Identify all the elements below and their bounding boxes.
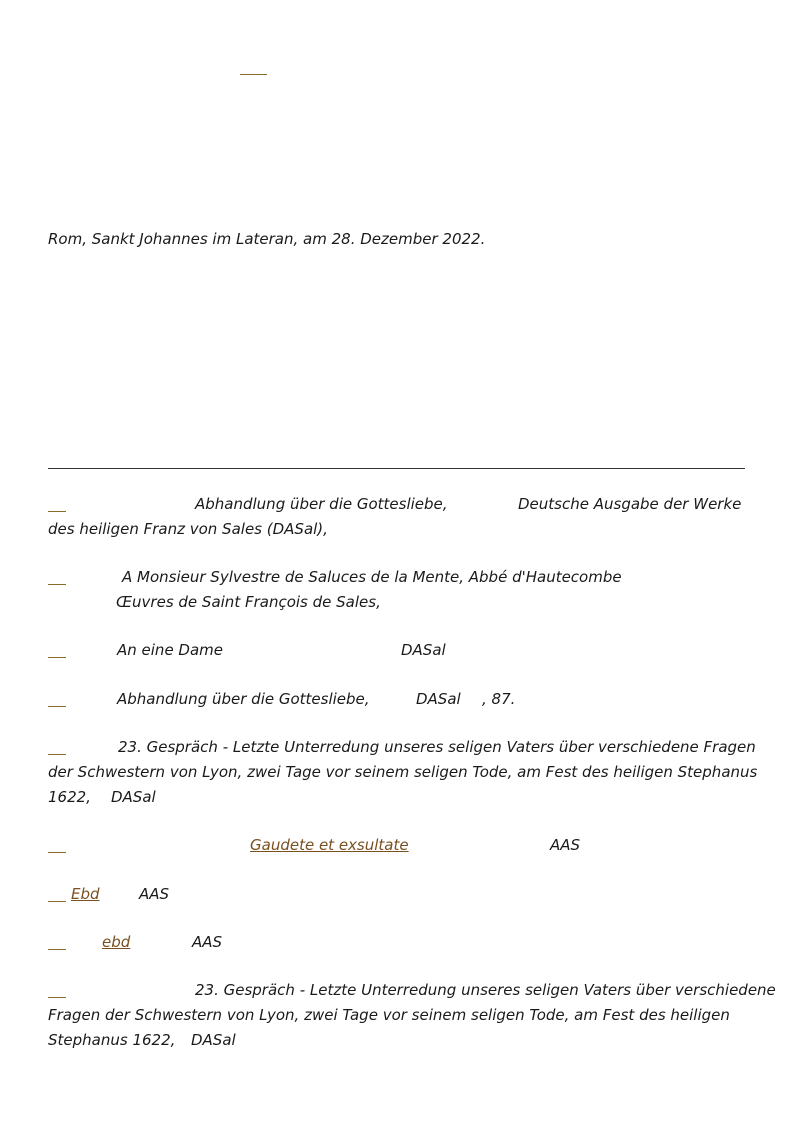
- footnote-9-source: DASal: [191, 1031, 236, 1049]
- footnote-5-source: DASal: [111, 788, 156, 806]
- footnote-6-link[interactable]: Gaudete et exsultate: [250, 836, 409, 854]
- footnote-4-page: , 87.: [482, 690, 516, 708]
- footnote-8-source: AAS: [192, 933, 223, 951]
- footnote-1-title: Abhandlung über die Gottesliebe,: [195, 495, 448, 513]
- footnote-separator: [48, 468, 745, 469]
- footnote-marker-8[interactable]: [48, 949, 66, 950]
- footnote-7-link[interactable]: Ebd: [71, 885, 100, 903]
- footnote-1-line2: des heiligen Franz von Sales (DASal),: [48, 520, 328, 538]
- footnote-4-source: DASal: [416, 690, 461, 708]
- footnote-5-line2: der Schwestern von Lyon, zwei Tage vor seinem seligen Tode, am Fest des heiligen Stephanus: [48, 763, 758, 781]
- footnote-9-line1: 23. Gespräch - Letzte Unterredung unseres seligen Vaters über verschiedene: [195, 981, 776, 999]
- footnote-8-link[interactable]: ebd: [102, 933, 131, 951]
- footnote-marker-2[interactable]: [48, 584, 66, 585]
- footnote-2-title: A Monsieur Sylvestre de Saluces de la Mente, Abbé d'Hautecombe: [122, 568, 622, 586]
- footnote-marker-6[interactable]: [48, 852, 66, 853]
- footnote-6-source: AAS: [550, 836, 581, 854]
- footnote-marker-3[interactable]: [48, 657, 66, 658]
- footnote-4-title: Abhandlung über die Gottesliebe,: [117, 690, 370, 708]
- footnote-3-title: An eine Dame: [117, 641, 224, 659]
- footnote-3-source: DASal: [401, 641, 446, 659]
- footnote-9-line2: Fragen der Schwestern von Lyon, zwei Tage vor seinem seligen Tode, am Fest des heiligen: [48, 1006, 730, 1024]
- footnote-1-series: Deutsche Ausgabe der Werke: [518, 495, 742, 513]
- footnote-anchor-mark[interactable]: [240, 74, 267, 75]
- footnote-marker-1[interactable]: [48, 511, 66, 512]
- footnote-marker-7[interactable]: [48, 901, 66, 902]
- footnote-2-source: Œuvres de Saint François de Sales,: [116, 593, 381, 611]
- footnote-7-source: AAS: [139, 885, 170, 903]
- footnote-marker-4[interactable]: [48, 706, 66, 707]
- footnote-5-year: 1622,: [48, 788, 91, 806]
- footnote-5-line1: 23. Gespräch - Letzte Unterredung unseres seligen Vaters über verschiedene Fragen: [118, 738, 756, 756]
- dateline: Rom, Sankt Johannes im Lateran, am 28. Dezember 2022.: [48, 230, 486, 248]
- footnote-marker-9[interactable]: [48, 997, 66, 998]
- footnote-9-year: Stephanus 1622,: [48, 1031, 176, 1049]
- footnote-marker-5[interactable]: [48, 754, 66, 755]
